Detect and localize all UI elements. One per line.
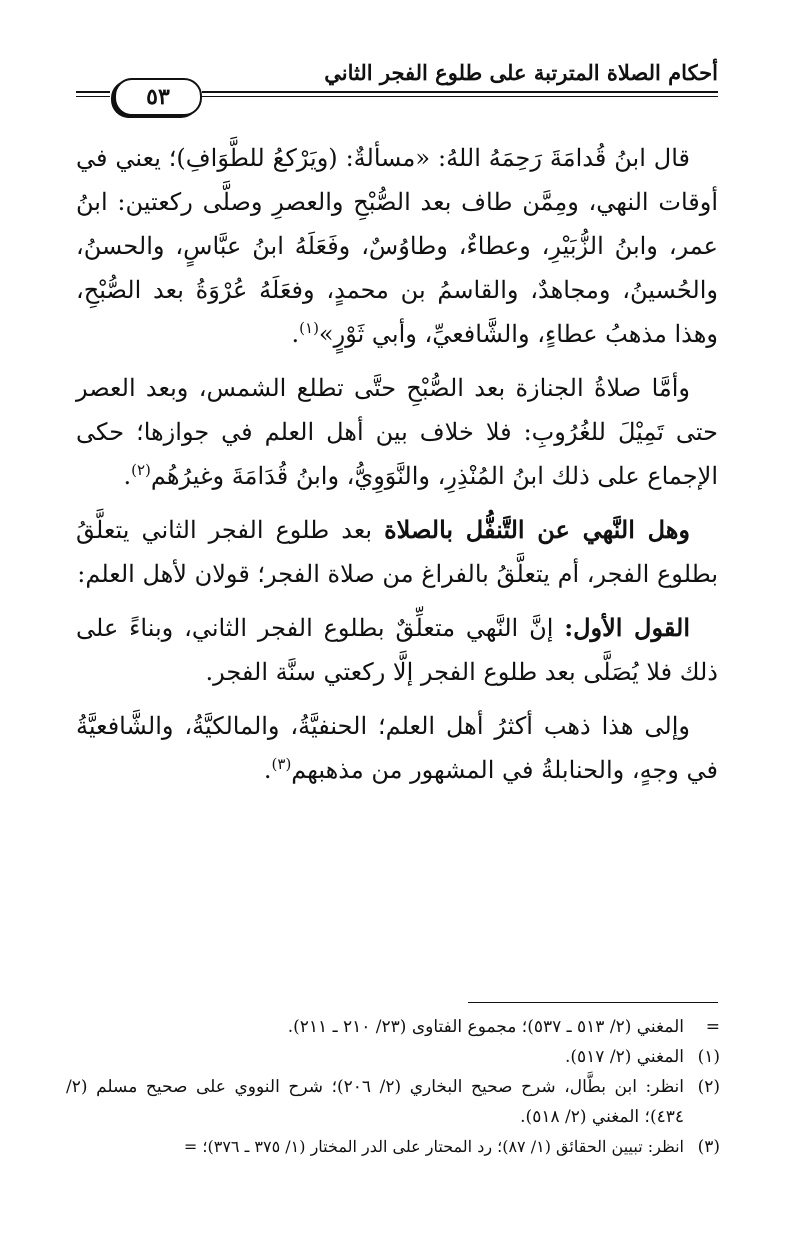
paragraph-end: . <box>123 462 132 490</box>
main-text <box>76 136 718 802</box>
paragraph-text: قال ابنُ قُدامَةَ رَحِمَهُ اللهُ: «مسألةٌ: (ويَرْكعُ للطَّوَافِ)؛ يعني في أوقات النهي، ومِمَّن طاف بعد الصُّبْحِ والعصرِ وصلَّى ركعتين: ابنُ عمر، وابنُ الزُّبَيْرِ، وعطاءٌ، وطاوُسٌ، وفَعَلَهُ ابنُ عبَّاسٍ، والحسنُ، والحُسينُ، ومجاهدٌ، والقاسمُ بن محمدٍ، وفعَلَهُ عُرْوَةُ بعد الصُّبْحِ، وهذا مذهبُ عطاءٍ، والشَّافعيِّ، وأبي ثَوْرٍ» <box>76 144 718 348</box>
page-number: ٥٣ <box>114 78 202 116</box>
paragraph-first-opinion <box>76 606 718 694</box>
header-rule <box>202 91 718 97</box>
footnote-mark: = <box>705 1017 720 1037</box>
footnote-continued <box>66 1012 720 1042</box>
paragraph-funeral-prayer <box>76 366 718 498</box>
footnote-ref: (٢) <box>131 461 151 479</box>
footnotes <box>66 1012 720 1162</box>
footnote-1 <box>66 1042 720 1072</box>
header-rule-end <box>76 91 110 97</box>
footnote-separator <box>468 1002 718 1003</box>
paragraph-text: وإلى هذا ذهب أكثرُ أهل العلم؛ الحنفيَّةُ، والمالكيَّةُ، والشَّافعيَّةُ في وجهٍ، والحنابلةُ في المشهور من مذهبهم <box>76 712 718 784</box>
paragraph-text: إنَّ النَّهي متعلِّقٌ بطلوع الفجر الثاني، وبناءً على ذلك فلا يُصَلَّى بعد طلوع الفجر إلَّا ركعتي سنَّة الفجر. <box>76 614 718 686</box>
footnote-text: المغني (٢/ ٥١٧). <box>564 1047 684 1067</box>
paragraph-end: . <box>291 320 300 348</box>
footnote-3 <box>66 1132 720 1162</box>
paragraph-text: وأمَّا صلاةُ الجنازة بعد الصُّبْحِ حتَّى تطلع الشمس، وبعد العصر حتى تَمِيْلَ للغُرُوبِ: فلا خلاف بين أهل العلم في جوازها؛ حكى الإجماع على ذلك ابنُ المُنْذِرِ، والنَّوَوِيُّ، وابنُ قُدَامَةَ وغيرُهُم <box>76 374 718 490</box>
footnote-mark: (١) <box>697 1047 720 1067</box>
footnote-text: انظر: تبيين الحقائق (١/ ٨٧)؛ رد المحتار على الدر المختار (١/ ٣٧٥ ـ ٣٧٦)؛ = <box>183 1137 684 1156</box>
footnote-mark: (٣) <box>697 1137 720 1157</box>
footnote-2 <box>66 1072 720 1132</box>
paragraph-end: . <box>263 756 272 784</box>
paragraph-lead-bold: وهل النَّهي عن التَّنفُّل بالصلاة <box>384 515 691 544</box>
paragraph-text: بعد طلوع الفجر الثاني يتعلَّقُ بطلوع الفجر، أم يتعلَّقُ بالفراغ من صلاة الفجر؛ قولان لأهل العلم: <box>76 516 718 588</box>
header-title: أحكام الصلاة المترتبة على طلوع الفجر الثاني <box>324 60 718 85</box>
paragraph-ibn-qudama-quote <box>76 136 718 356</box>
footnote-ref: (١) <box>299 319 319 337</box>
footnote-text: انظر: ابن بطَّال، شرح صحيح البخاري (٢/ ٢٠٦)؛ شرح النووي على صحيح مسلم (٢/ ٤٣٤)؛ المغني (٢/ ٥١٨). <box>66 1077 685 1127</box>
footnote-text: المغني (٢/ ٥١٣ ـ ٥٣٧)؛ مجموع الفتاوى (٢٣/ ٢١٠ ـ ٢١١). <box>287 1017 684 1037</box>
footnote-mark: (٢) <box>697 1077 720 1097</box>
footnote-ref: (٣) <box>271 755 292 773</box>
paragraph-majority <box>76 704 718 792</box>
paragraph-lead-bold: القول الأول: <box>564 613 690 642</box>
paragraph-question <box>76 508 718 596</box>
running-header <box>76 60 718 120</box>
